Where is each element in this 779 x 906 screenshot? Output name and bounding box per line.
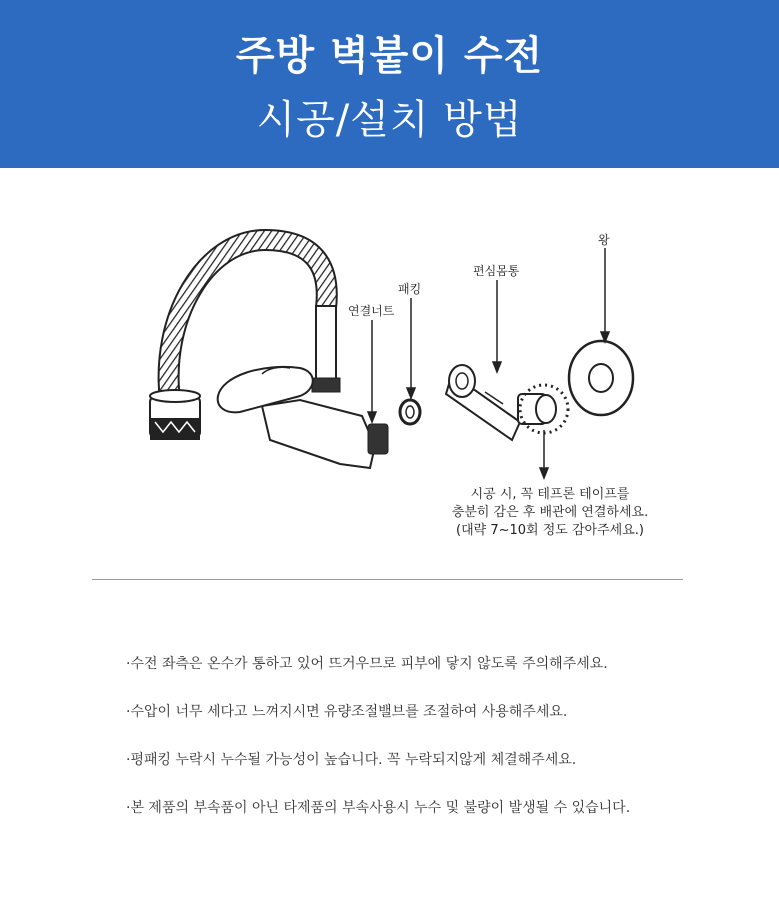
spout-pipe [316, 306, 336, 380]
wall-washer [569, 341, 633, 415]
caution-item: ·평패킹 누락시 누수될 가능성이 높습니다. 꼭 누락되지않게 체결해주세요. [126, 752, 577, 768]
note-line: (대략 7~10회 정도 감아주세요.) [456, 523, 644, 538]
aerator-head [150, 390, 200, 440]
label-washer: 왕 [598, 233, 610, 247]
teflon-note [400, 486, 700, 540]
caution-item: ·수압이 너무 세다고 느껴지시면 유량조절밸브를 조절하여 사용해주세요. [126, 704, 568, 720]
header-banner [0, 0, 779, 168]
section-divider [92, 579, 683, 580]
packing-ring [400, 400, 420, 424]
caution-item: ·본 제품의 부속품이 아닌 타제품의 부속사용시 누수 및 불량이 발생될 수 있습니다. [126, 800, 631, 816]
faucet-body [218, 367, 388, 468]
label-nut: 연결너트 [348, 304, 395, 318]
note-line: 충분히 감은 후 배관에 연결하세요. [451, 505, 649, 520]
caution-item: ·수전 좌측은 온수가 통하고 있어 뜨거우므로 피부에 닿지 않도록 주의해주세요. [126, 656, 608, 672]
faucet-diagram [0, 168, 779, 578]
label-packing: 패킹 [398, 282, 422, 296]
label-eccentric: 편심몸통 [473, 264, 520, 278]
eccentric-body [446, 365, 568, 440]
page-title: 주방 벽붙이 수전 [235, 33, 544, 79]
page-subtitle: 시공/설치 방법 [256, 97, 523, 143]
note-line: 시공 시, 꼭 테프론 테이프를 [470, 487, 630, 502]
